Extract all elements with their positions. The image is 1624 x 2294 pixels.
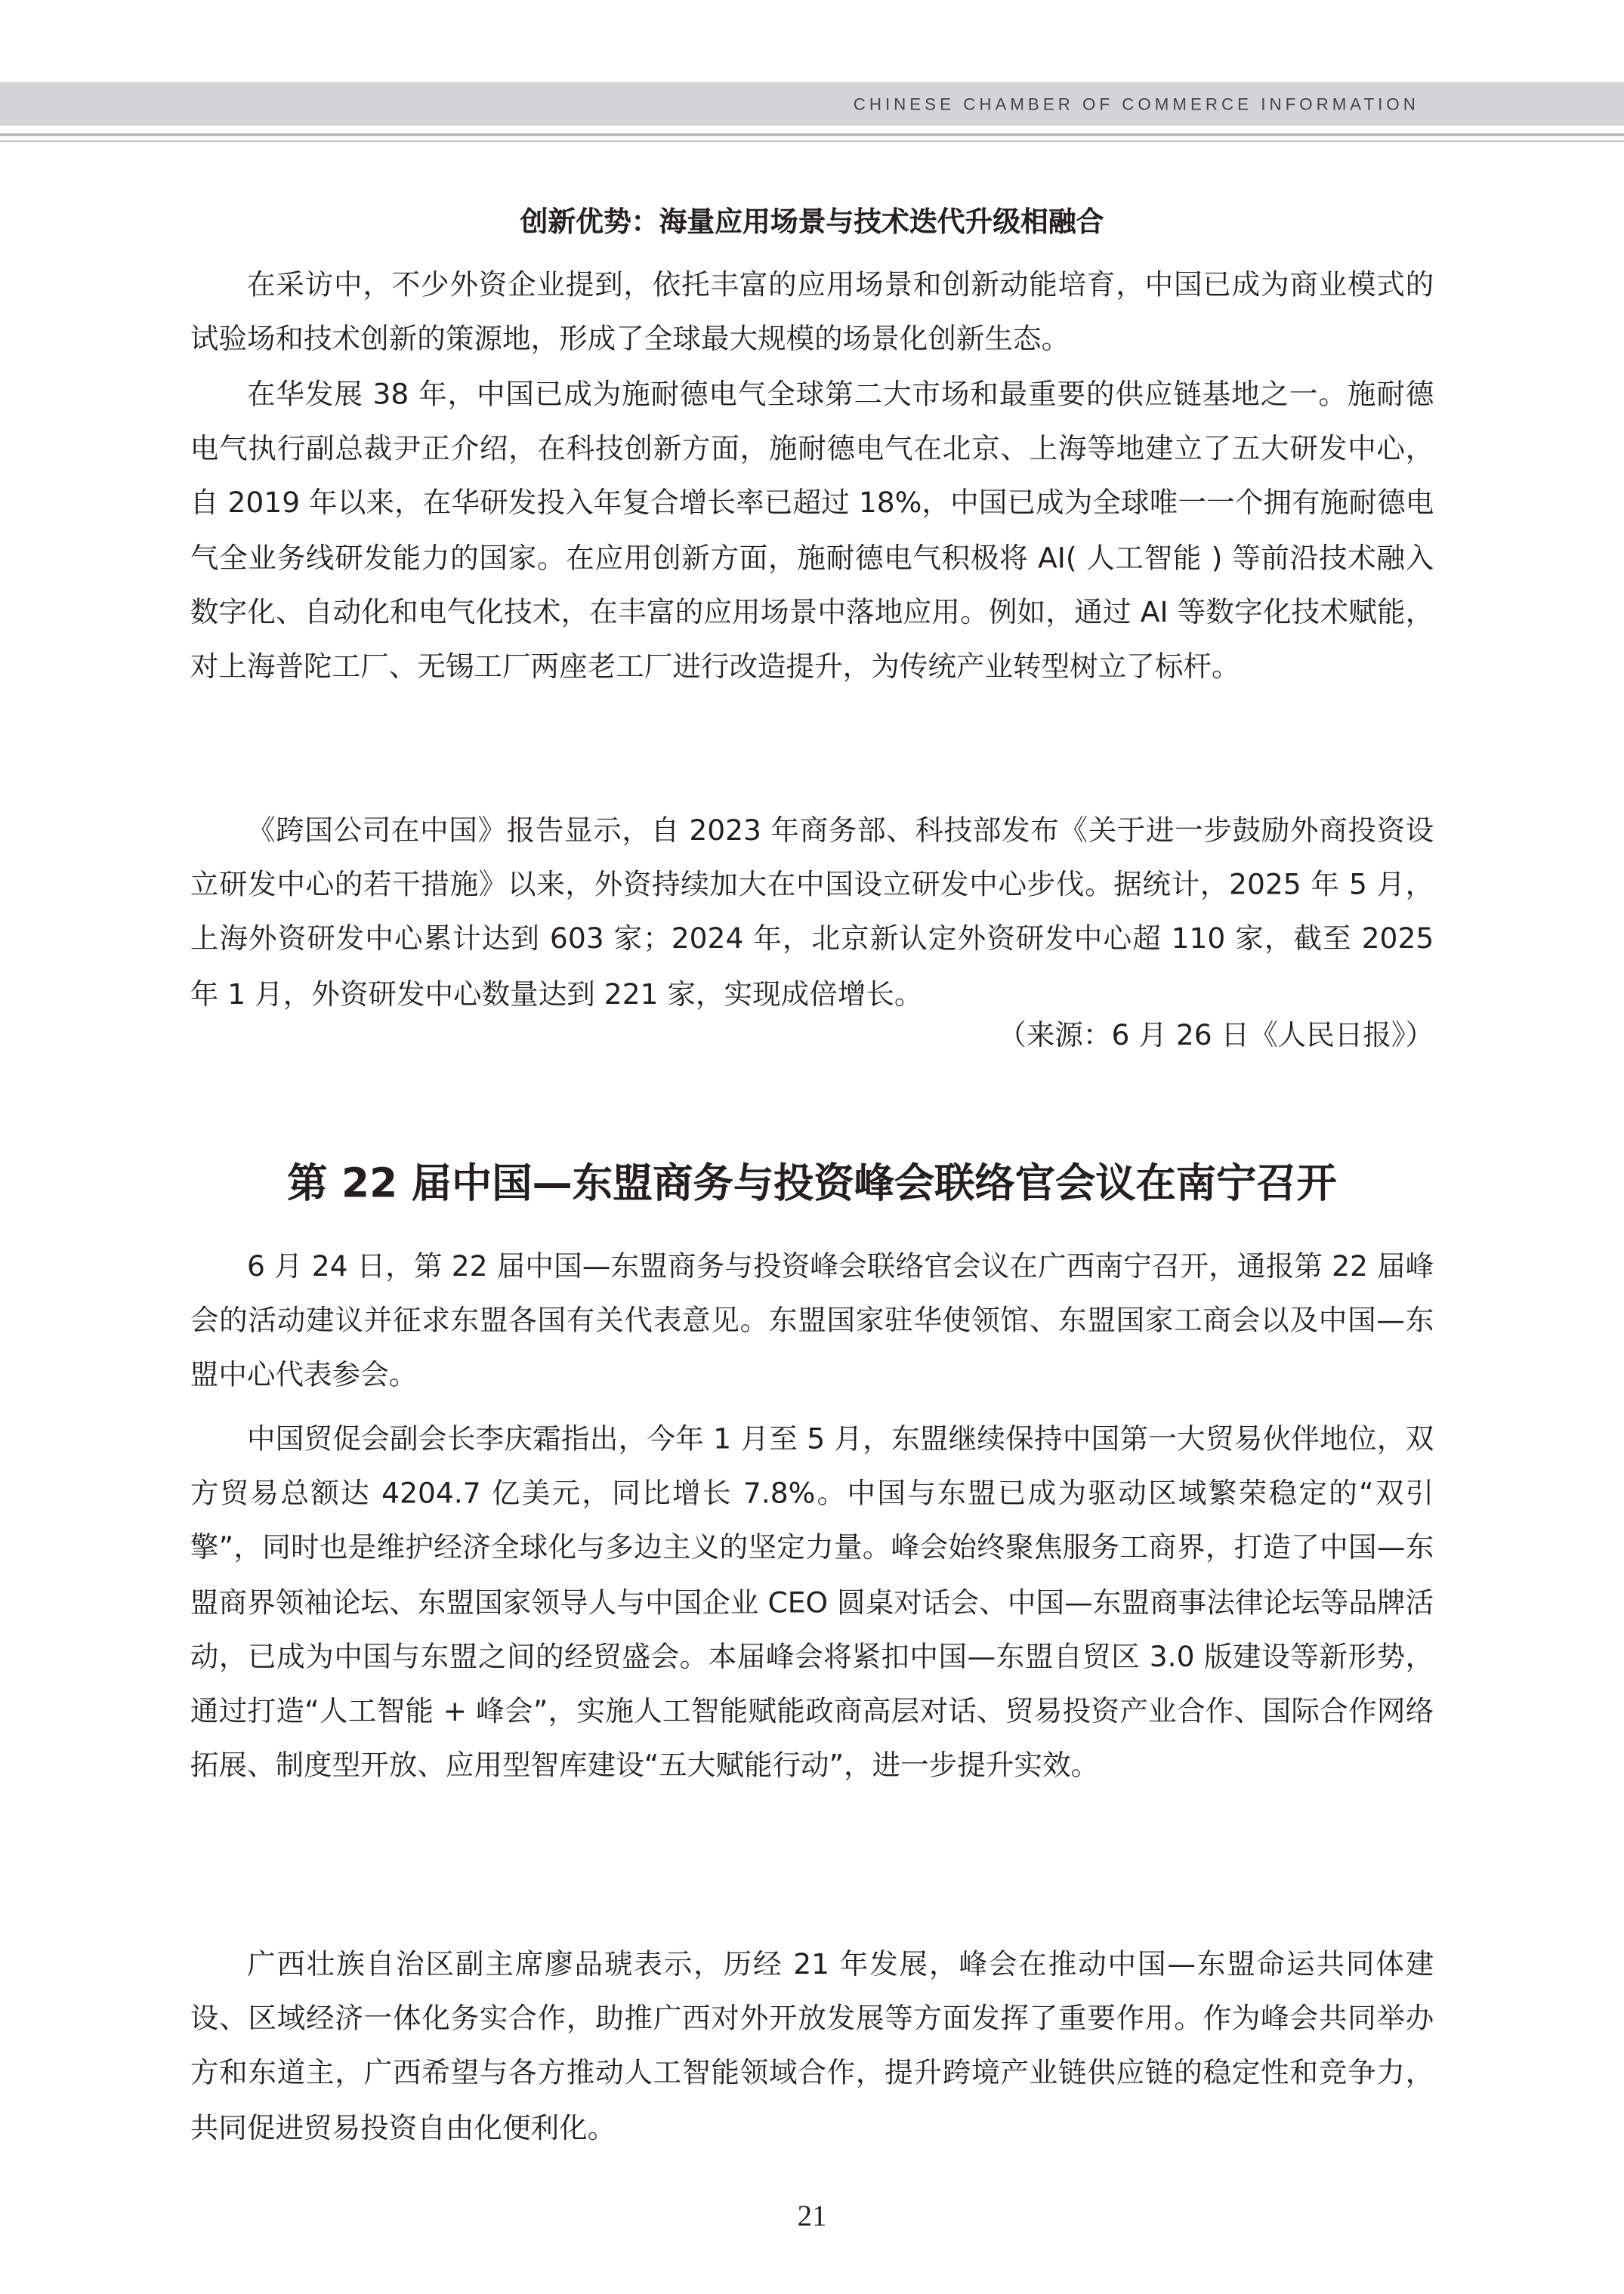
source-attribution: （来源：6 月 26 日《人民日报》）: [998, 1018, 1434, 1052]
publication-header: CHINESE CHAMBER OF COMMERCE INFORMATION: [853, 96, 1419, 115]
paragraph: 6 月 24 日，第 22 届中国—东盟商务与投资峰会联络官会议在广西南宁召开，通报第 22 届峰会的活动建议并征求东盟各国有关代表意见。东盟国家驻华使领馆、东盟国家工商会以及中国—东盟中心代表参会。: [190, 1249, 1434, 1392]
header-rule: [0, 133, 1624, 136]
page-number: 21: [797, 2200, 827, 2233]
section-subheading: 创新优势：海量应用场景与技术迭代升级相融合: [520, 206, 1104, 239]
paragraph: 《跨国公司在中国》报告显示，自 2023 年商务部、科技部发布《关于进一步鼓励外商投资设立研发中心的若干措施》以来，外资持续加大在中国设立研发中心步伐。据统计，2025 年 5 月，上海外资研发中心累计达到 603 家；2024 年，北京新认定外资研发中心超 110 家，截至 2025 年 1 月，外资研发中心数量达到 221 家，实现成倍增长。: [190, 813, 1434, 1011]
paragraph: 在华发展 38 年，中国已成为施耐德电气全球第二大市场和最重要的供应链基地之一。施耐德电气执行副总裁尹正介绍，在科技创新方面，施耐德电气在北京、上海等地建立了五大研发中心，自 2019 年以来，在华研发投入年复合增长率已超过 18%，中国已成为全球唯一一个拥有施耐德电气全业务线研发能力的国家。在应用创新方面，施耐德电气积极将 AI( 人工智能 ) 等前沿技术融入数字化、自动化和电气化技术，在丰富的应用场景中落地应用。例如，通过 AI 等数字化技术赋能，对上海普陀工厂、无锡工厂两座老工厂进行改造提升，为传统产业转型树立了标杆。: [190, 377, 1434, 684]
paragraph: 广西壮族自治区副主席廖品琥表示，历经 21 年发展，峰会在推动中国—东盟命运共同体建设、区域经济一体化务实合作，助推广西对外开放发展等方面发挥了重要作用。作为峰会共同举办方和东道主，广西希望与各方推动人工智能领域合作，提升跨境产业链供应链的稳定性和竞争力，共同促进贸易投资自由化便利化。: [190, 1947, 1434, 2144]
paragraph: 在采访中，不少外资企业提到，依托丰富的应用场景和创新动能培育，中国已成为商业模式的试验场和技术创新的策源地，形成了全球最大规模的场景化创新生态。: [190, 267, 1434, 357]
article-title: 第 22 届中国—东盟商务与投资峰会联络官会议在南宁召开: [287, 1160, 1337, 1208]
paragraph: 中国贸促会副会长李庆霜指出，今年 1 月至 5 月，东盟继续保持中国第一大贸易伙伴地位，双方贸易总额达 4204.7 亿美元，同比增长 7.8%。中国与东盟已成为驱动区域繁荣稳定的“双引擎”，同时也是维护经济全球化与多边主义的坚定力量。峰会始终聚焦服务工商界，打造了中国—东盟商界领袖论坛、东盟国家领导人与中国企业 CEO 圆桌对话会、中国—东盟商事法律论坛等品牌活动，已成为中国与东盟之间的经贸盛会。本届峰会将紧扣中国—东盟自贸区 3.0 版建设等新形势，通过打造“人工智能 + 峰会”，实施人工智能赋能政商高层对话、贸易投资产业合作、国际合作网络拓展、制度型开放、应用型智库建设“五大赋能行动”，进一步提升实效。: [190, 1422, 1434, 1783]
header-rule-thin: [0, 140, 1624, 142]
